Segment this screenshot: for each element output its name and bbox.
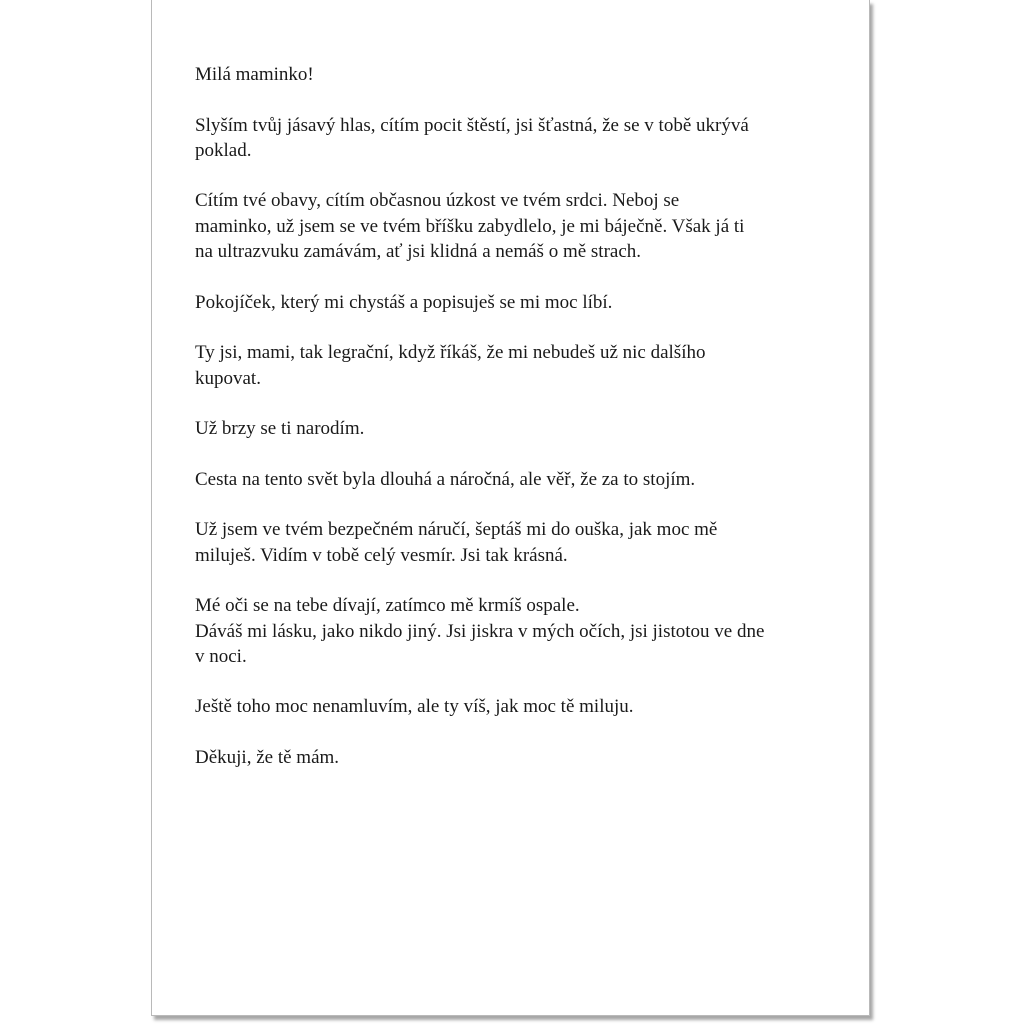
document-page: [151, 0, 870, 1016]
letter-paragraph: Cítím tvé obavy, cítím občasnou úzkost ve tvém srdci. Neboj se maminko, už jsem se ve tvém bříšku zabydlelo, je mi báječně. Však já ti na ultrazvuku zamávám, ať jsi klidná a nemáš o mě strach.: [195, 190, 745, 263]
letter-paragraph: Mé oči se na tebe dívají, zatímco mě krmíš ospale. Dáváš mi lásku, jako nikdo jiný. Jsi jiskra v mých očích, jsi jistotou ve dne v noci.: [195, 595, 765, 667]
letter-paragraph: Pokojíček, který mi chystáš a popisuješ se mi moc líbí.: [195, 291, 613, 313]
letter-paragraph: Ty jsi, mami, tak legrační, když říkáš, že mi nebudeš už nic dalšího kupovat.: [195, 342, 706, 389]
letter-paragraph: Už jsem ve tvém bezpečném náručí, šeptáš mi do ouška, jak moc mě miluješ. Vidím v tobě celý vesmír. Jsi tak krásná.: [195, 519, 718, 566]
letter-closing: Děkuji, že tě mám.: [195, 747, 340, 769]
letter-paragraph: Ještě toho moc nenamluvím, ale ty víš, jak moc tě miluju.: [195, 696, 634, 718]
letter-paragraph: Slyším tvůj jásavý hlas, cítím pocit štěstí, jsi šťastná, že se v tobě ukrývá poklad.: [195, 114, 749, 161]
letter-greeting: Milá maminko!: [195, 64, 314, 85]
letter-body: [195, 62, 835, 796]
letter-paragraph: Už brzy se ti narodím.: [195, 418, 365, 440]
letter-paragraph: Cesta na tento svět byla dlouhá a náročná, ale věř, že za to stojím.: [195, 468, 696, 490]
